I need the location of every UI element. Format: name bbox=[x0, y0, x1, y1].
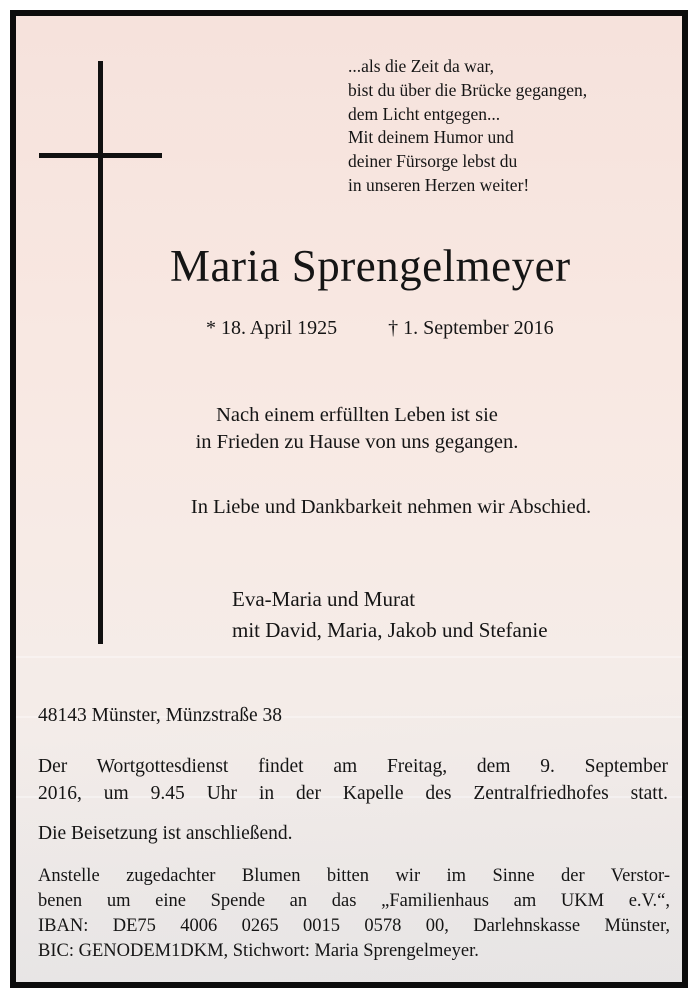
mourners-line: Eva-Maria und Murat bbox=[232, 587, 416, 611]
poem bbox=[348, 55, 587, 198]
background-wave bbox=[16, 656, 682, 658]
life-dates bbox=[206, 314, 554, 342]
cross-icon-horizontal-bar bbox=[39, 153, 162, 158]
donation-line: IBAN: DE75 4006 0265 0015 0578 00, Darlehnskasse Münster, bbox=[38, 916, 670, 936]
mourners bbox=[232, 584, 548, 646]
birth-date: * 18. April 1925 bbox=[206, 317, 338, 339]
cross-icon-vertical-bar bbox=[98, 61, 103, 644]
passing-line: Nach einem erfüllten Leben ist sie bbox=[216, 404, 498, 426]
donation-line: Anstelle zugedachter Blumen bitten wir im Sinne der Verstor- bbox=[38, 866, 670, 886]
address: 48143 Münster, Münzstraße 38 bbox=[38, 705, 283, 726]
poem-line: dem Licht entgegen... bbox=[348, 103, 501, 124]
poem-line: in unseren Herzen weiter! bbox=[348, 174, 530, 195]
service-line: Der Wortgottesdienst findet am Freitag, dem 9. September bbox=[38, 756, 668, 777]
death-date: † 1. September 2016 bbox=[388, 317, 554, 339]
donation-line: BIC: GENODEM1DKM, Stichwort: Maria Sprengelmeyer. bbox=[38, 941, 479, 961]
farewell-text: In Liebe und Dankbarkeit nehmen wir Abschied. bbox=[190, 496, 592, 518]
donation-info bbox=[38, 864, 670, 964]
mourners-line: mit David, Maria, Jakob und Stefanie bbox=[232, 618, 548, 642]
donation-line: benen um eine Spende an das „Familienhaus am UKM e.V.“, bbox=[38, 891, 670, 911]
poem-line: ...als die Zeit da war, bbox=[348, 56, 495, 76]
burial-info: Die Beisetzung ist anschließend. bbox=[38, 823, 293, 844]
obituary-notice bbox=[10, 10, 688, 988]
poem-line: deiner Fürsorge lebst du bbox=[348, 151, 518, 172]
service-line: 2016, um 9.45 Uhr in der Kapelle des Zentralfriedhofes statt. bbox=[38, 783, 668, 804]
poem-line: Mit deinem Humor und bbox=[348, 127, 514, 148]
poem-line: bist du über die Brücke gegangen, bbox=[348, 79, 588, 100]
service-info bbox=[38, 753, 668, 807]
passing-text bbox=[16, 402, 682, 456]
deceased-name: Maria Sprengelmeyer bbox=[170, 241, 571, 291]
passing-line: in Frieden zu Hause von uns gegangen. bbox=[195, 431, 519, 453]
